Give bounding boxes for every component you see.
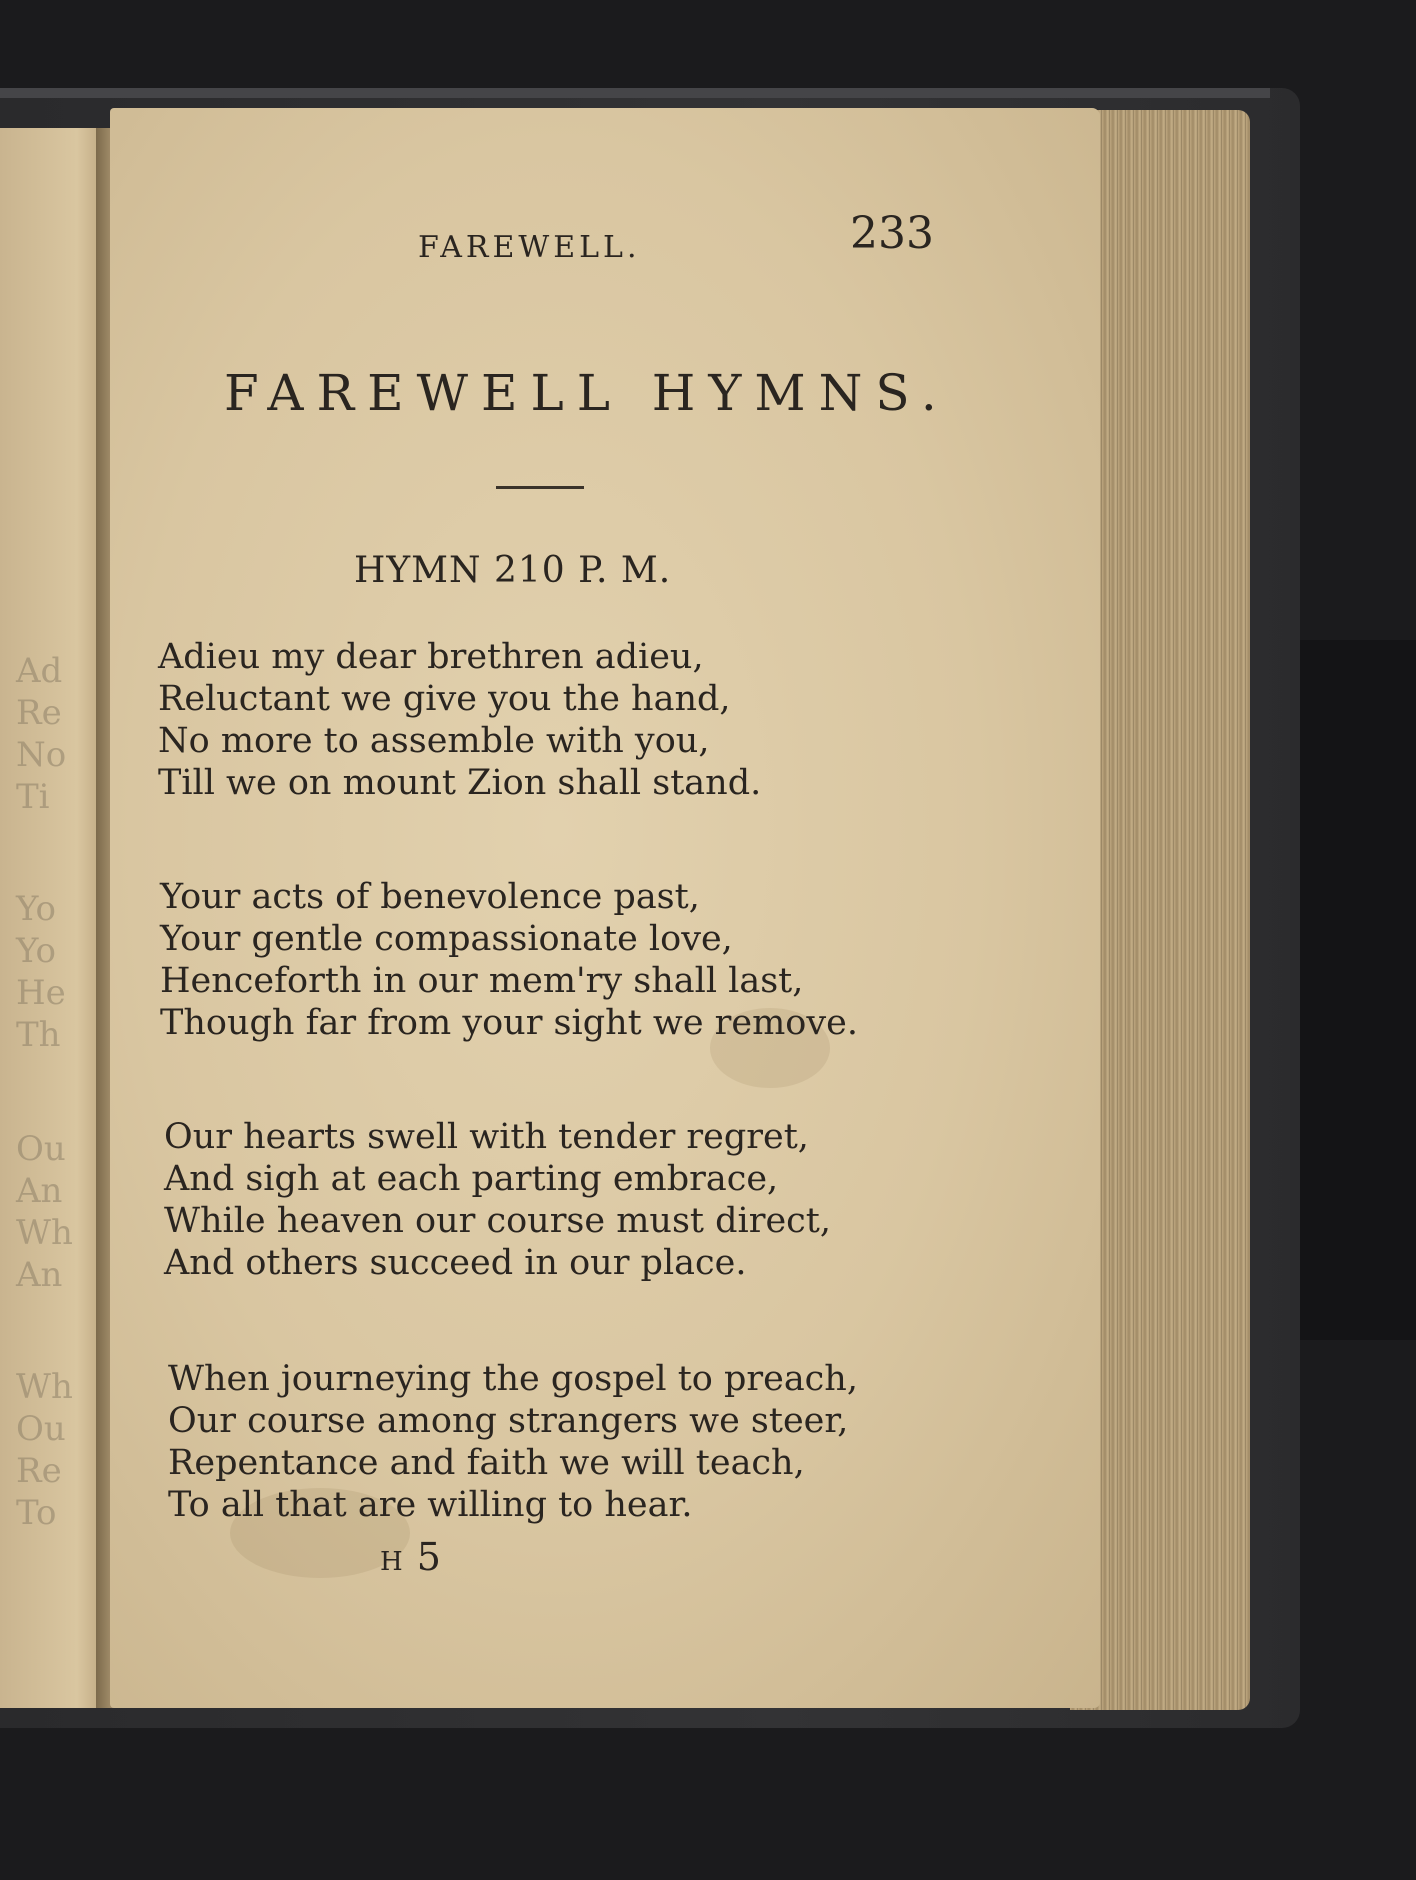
left-fragment: Ti <box>16 777 50 817</box>
stanza-4 <box>168 1358 858 1526</box>
left-fragment: Re <box>16 693 62 733</box>
verse-line: Repentance and faith we will teach, <box>168 1443 805 1483</box>
verse-line: Our course among strangers we steer, <box>168 1401 849 1441</box>
verse-line: Henceforth in our mem'ry shall last, <box>160 961 804 1001</box>
left-page-text-fragments <box>6 128 96 1708</box>
left-page <box>0 128 110 1708</box>
verse-line: When journeying the gospel to preach, <box>168 1359 858 1399</box>
verse-line: And sigh at each parting embrace, <box>164 1159 779 1199</box>
verse-line: Adieu my dear brethren adieu, <box>158 637 704 677</box>
left-fragment: An <box>16 1255 63 1295</box>
left-fragment: Re <box>16 1451 62 1491</box>
left-fragment: To <box>16 1493 57 1533</box>
verse-line: To all that are willing to hear. <box>168 1485 693 1525</box>
signature-number: 5 <box>416 1535 441 1579</box>
left-fragment: Ou <box>16 1409 66 1449</box>
backdrop <box>1300 640 1416 1340</box>
hymn-heading: HYMN 210 P. M. <box>354 550 672 591</box>
verse-line: Our hearts swell with tender regret, <box>164 1117 809 1157</box>
left-fragment: Th <box>16 1015 61 1055</box>
left-fragment: Wh <box>16 1213 73 1253</box>
verse-line: No more to assemble with you, <box>158 721 710 761</box>
verse-line: Till we on mount Zion shall stand. <box>158 763 762 803</box>
left-fragment: No <box>16 735 67 775</box>
page-title: FAREWELL HYMNS. <box>224 364 950 422</box>
stanza-2 <box>160 876 858 1044</box>
verse-line: Your gentle compassionate love, <box>160 919 733 959</box>
book-cover-edge <box>0 88 1270 98</box>
left-fragment: An <box>16 1171 63 1211</box>
stanza-1 <box>158 636 761 804</box>
left-fragment: Wh <box>16 1367 73 1407</box>
left-fragment: Yo <box>16 931 56 971</box>
page-number: 233 <box>850 208 934 259</box>
verse-line: Your acts of benevolence past, <box>160 877 700 917</box>
verse-line: And others succeed in our place. <box>164 1243 747 1283</box>
verse-line: While heaven our course must direct, <box>164 1201 831 1241</box>
left-fragment: He <box>16 973 66 1013</box>
stanza-3 <box>164 1116 831 1284</box>
verse-line: Reluctant we give you the hand, <box>158 679 731 719</box>
left-fragment: Ou <box>16 1129 66 1169</box>
running-head: FAREWELL. <box>418 230 641 265</box>
title-rule <box>496 486 584 489</box>
signature-letter: H <box>380 1547 403 1577</box>
verse-line: Though far from your sight we remove. <box>160 1003 858 1043</box>
left-fragment: Ad <box>16 651 63 691</box>
signature-mark <box>380 1535 441 1579</box>
left-fragment: Yo <box>16 889 56 929</box>
